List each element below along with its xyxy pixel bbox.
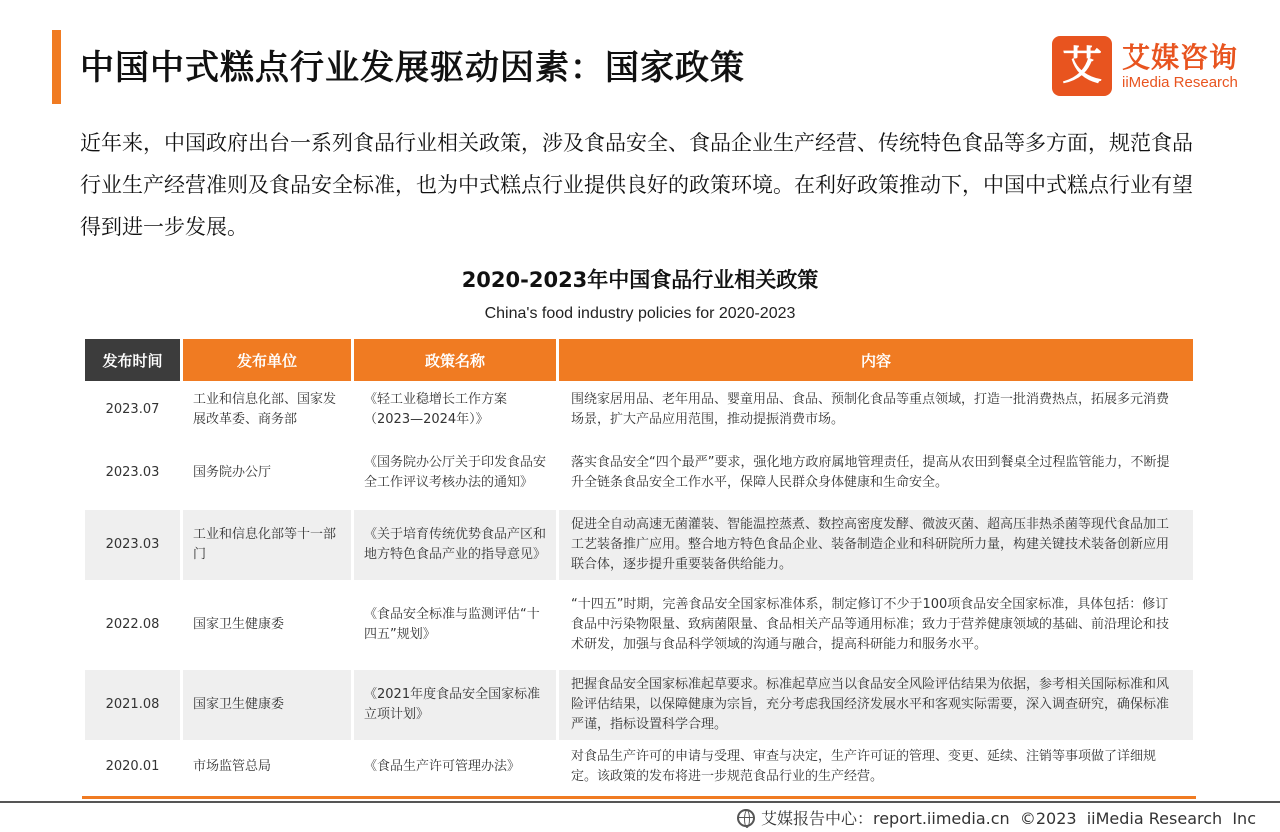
table-subtitle: China's food industry policies for 2020-2023 (484, 305, 796, 322)
cell-content: 围绕家居用品、老年用品、婴童用品、食品、预制化食品等重点领域，打造一批消费热点，拓展多元消费场景，扩大产品应用范围，推动提振消费市场。 (571, 392, 1170, 427)
globe-icon (737, 809, 755, 827)
header-content: 内容 (559, 339, 1193, 381)
cell-content: 把握食品安全国家标准起草要求。标准起草应当以食品安全风险评估结果为依据，参考相关国际标准和风险评估结果，以保障健康为宗旨，充分考虑我国经济发展水平和客观实际需要，深入调查研究，确保标准严谨，指标设置科学合理。 (559, 670, 1193, 740)
cell-date: 2023.03 (85, 510, 180, 580)
table-bottom-line (82, 796, 1196, 799)
cell-issuer: 国家卫生健康委 (183, 670, 351, 740)
cell-content: “十四五”时期，完善食品安全国家标准体系，制定修订不少于100项食品安全国家标准，具体包括：修订食品中污染物限量、致病菌限量、食品相关产品等通用标准；致力于营养健康领域的基础、前沿理论和技术研发，加强与食品科学领域的沟通与融合，提高科研能力和服务水平。 (571, 597, 1170, 652)
intro-paragraph: 近年来，中国政府出台一系列食品行业相关政策，涉及食品安全、食品企业生产经营、传统特色食品等多方面，规范食品行业生产经营准则及食品安全标准，也为中式糕点行业提供良好的政策环境。在利好政策推动下，中国中式糕点行业有望得到进一步发展。 (80, 131, 1193, 239)
cell-issuer: 工业和信息化部、国家发展改革委、商务部 (193, 392, 337, 427)
cell-policy-name: 《食品安全标准与监测评估“十四五”规划》 (364, 607, 540, 642)
table-title: 2020-2023年中国食品行业相关政策 (461, 268, 819, 292)
cell-policy-name: 《轻工业稳增长工作方案（2023—2024年）》 (364, 392, 508, 427)
table-row (85, 510, 1193, 580)
cell-policy-name: 《关于培育传统优势食品产区和地方特色食品产业的指导意见》 (354, 510, 556, 580)
table-row (85, 439, 1193, 507)
title-accent-bar (52, 30, 61, 104)
policy-table (82, 336, 1196, 794)
cell-issuer: 工业和信息化部等十一部门 (183, 510, 351, 580)
cell-content: 对食品生产许可的申请与受理、审查与决定，生产许可证的管理、变更、延续、注销等事项做了详细规定。该政策的发布将进一步规范食品行业的生产经营。 (571, 749, 1157, 784)
page-title: 中国中式糕点行业发展驱动因素：国家政策 (80, 48, 745, 88)
header-issuer: 发布单位 (183, 339, 351, 381)
cell-issuer: 市场监管总局 (193, 759, 272, 774)
cell-policy-name: 《国务院办公厅关于印发食品安全工作评议考核办法的通知》 (364, 455, 547, 490)
table-row (85, 743, 1193, 791)
logo-chinese-name: 艾媒咨询 (1122, 41, 1239, 74)
logo-mark: 艾 (1052, 36, 1112, 96)
cell-issuer: 国务院办公厅 (193, 465, 272, 480)
header-policy-name: 政策名称 (354, 339, 556, 381)
footer (737, 806, 1256, 829)
footer-divider (0, 801, 1280, 803)
cell-date: 2021.08 (85, 670, 180, 740)
cell-date: 2023.07 (105, 402, 160, 417)
table-header-row (85, 339, 1193, 381)
table-row (85, 670, 1193, 740)
table-row (85, 583, 1193, 667)
logo-english-name: iiMedia Research (1122, 74, 1238, 91)
iimedia-logo (1052, 36, 1262, 98)
cell-issuer: 国家卫生健康委 (193, 617, 285, 632)
header-date: 发布时间 (85, 339, 180, 381)
footer-text: 艾媒报告中心：report.iimedia.cn ©2023 iiMedia Research Inc (760, 809, 1256, 828)
cell-date: 2020.01 (105, 759, 160, 774)
cell-date: 2022.08 (105, 617, 160, 632)
cell-policy-name: 《食品生产许可管理办法》 (364, 759, 521, 774)
cell-content: 促进全自动高速无菌灌装、智能温控蒸煮、数控高密度发酵、微波灭菌、超高压非热杀菌等现代食品加工工艺装备推广应用。整合地方特色食品企业、装备制造企业和科研院所力量，构建关键技术装备创新应用联合体，逐步提升重要装备供给能力。 (559, 510, 1193, 580)
cell-date: 2023.03 (105, 465, 160, 480)
cell-content: 落实食品安全“四个最严”要求，强化地方政府属地管理责任，提高从农田到餐桌全过程监管能力，不断提升全链条食品安全工作水平，保障人民群众身体健康和生命安全。 (571, 455, 1170, 490)
cell-policy-name: 《2021年度食品安全国家标准立项计划》 (354, 670, 556, 740)
table-row (85, 384, 1193, 436)
